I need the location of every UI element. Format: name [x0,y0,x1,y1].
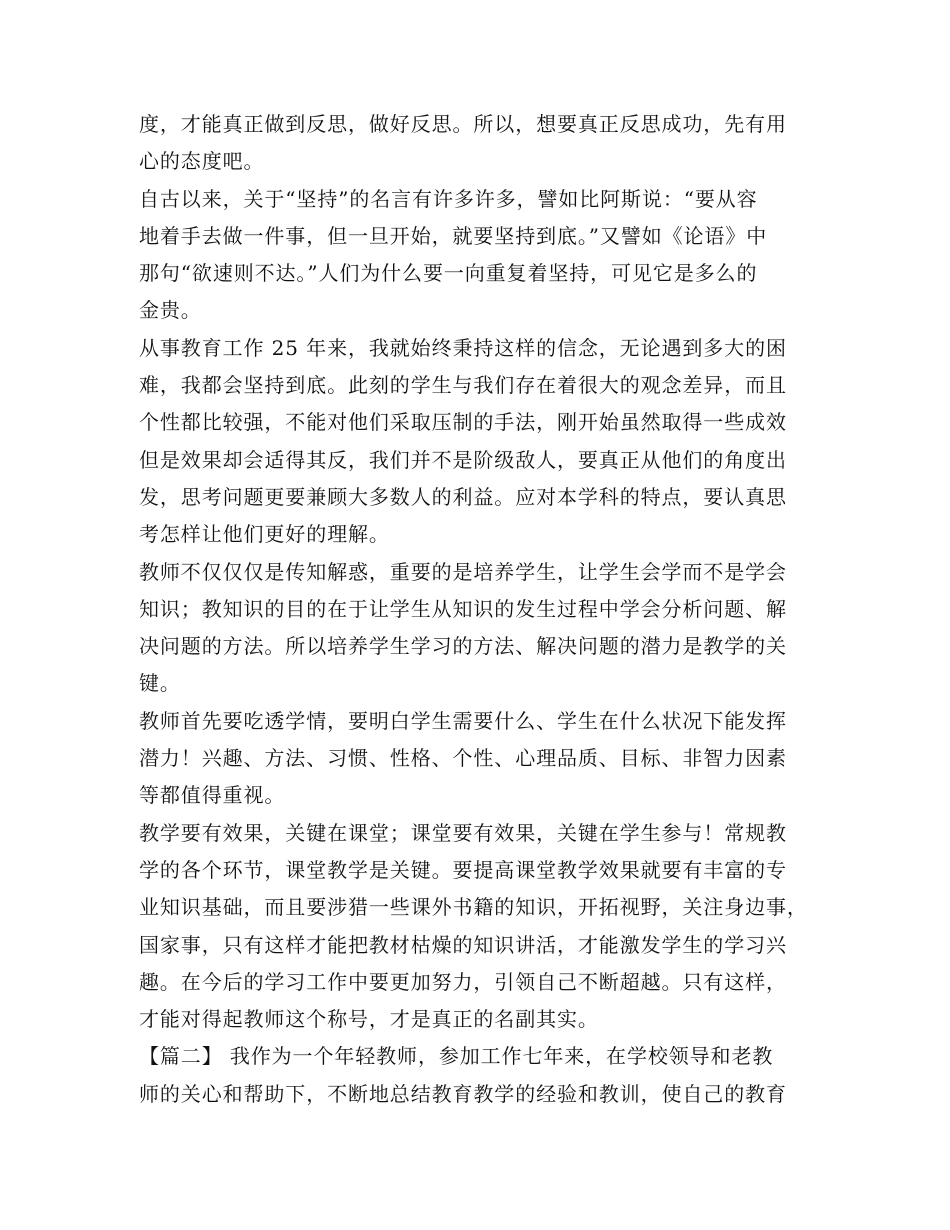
text-line: 金贵。 [139,298,202,323]
text-line: 教学要有效果，关键在课堂；课堂要有效果，关键在学生参与！常规教 [139,820,787,845]
text-line: 考怎样让他们更好的理解。 [139,522,390,547]
text-line: 教师不仅仅仅是传知解惑，重要的是培养学生，让学生会学而不是学会 [139,559,787,584]
text-line: 个性都比较强，不能对他们采取压制的手法，刚开始虽然取得一些成效 [139,410,787,435]
text-line: 难，我都会坚持到底。此刻的学生与我们存在着很大的观念差异，而且 [139,373,787,398]
text-line: 心的态度吧。 [139,149,265,174]
text-line: 才能对得起教师这个称号，才是真正的名副其实。 [139,1007,599,1032]
text-line: 知识；教知识的目的在于让学生从知识的发生过程中学会分析问题、解 [139,596,787,621]
text-line: 师的关心和帮助下，不断地总结教育教学的经验和教训，使自己的教育 [139,1081,787,1106]
text-line: 但是效果却会适得其反，我们并不是阶级敌人，要真正从他们的角度出 [139,447,787,472]
text-line: 那句“欲速则不达。”人们为什么要一向重复着坚持，可见它是多么的 [139,261,758,286]
text-line: 【篇二】 我作为一个年轻教师，参加工作七年来，在学校领导和老教 [139,1044,774,1069]
text-line: 学的各个环节，课堂教学是关键。要提高课堂教学效果就要有丰富的专 [139,857,787,882]
text-line: 度，才能真正做到反思，做好反思。所以，想要真正反思成功，先有用 [139,112,787,136]
text-line: 潜力！兴趣、方法、习惯、性格、个性、心理品质、目标、非智力因素 [139,746,787,771]
text-line: 业知识基础，而且要涉猎一些课外书籍的知识，开拓视野，关注身边事， [139,895,808,920]
text-line: 教师首先要吃透学情，要明白学生需要什么、学生在什么状况下能发挥 [139,708,787,733]
text-line: 决问题的方法。所以培养学生学习的方法、解决问题的潜力是教学的关 [139,634,787,659]
text-line: 从事教育工作 25 年来，我就始终秉持这样的信念，无论遇到多大的困 [139,335,787,360]
text-line: 发，思考问题更要兼顾大多数人的利益。应对本学科的特点，要认真思 [139,484,787,509]
text-line: 键。 [139,671,181,696]
text-line: 自古以来，关于“坚持”的名言有许多许多，譬如比阿斯说：“要从容 [139,186,758,211]
text-line: 国家事，只有这样才能把教材枯燥的知识讲活，才能激发学生的学习兴 [139,932,787,957]
text-line: 等都值得重视。 [139,783,286,808]
text-line: 趣。在今后的学习工作中要更加努力，引领自己不断超越。只有这样， [139,969,787,994]
text-line: 地着手去做一件事，但一旦开始，就要坚持到底。”又譬如《论语》中 [139,223,768,248]
document-body [139,106,819,1113]
